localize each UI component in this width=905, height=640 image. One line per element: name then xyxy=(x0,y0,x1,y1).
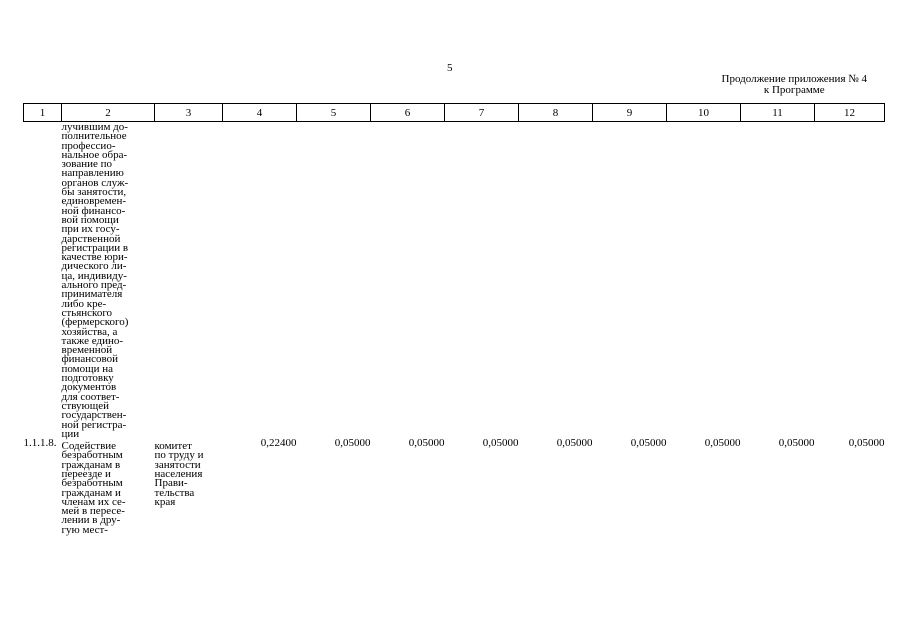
cell-item-code: 1.1.1.8. xyxy=(23,437,57,450)
cell-value: 0,05000 xyxy=(704,437,741,450)
cell-value xyxy=(445,122,519,440)
cell-value: 0,05000 xyxy=(334,437,371,450)
cell-value xyxy=(223,122,297,440)
column-header: 7 xyxy=(445,104,519,122)
cell-value: 0,05000 xyxy=(778,437,815,450)
cell-value xyxy=(519,122,593,440)
column-number-row xyxy=(24,104,885,122)
cell-value xyxy=(371,122,445,440)
cell-value xyxy=(741,122,815,440)
column-header: 3 xyxy=(155,104,223,122)
cell-responsible: комитет по труду и занятости населения Прави- тельства края xyxy=(154,440,204,508)
cell-value xyxy=(593,122,667,440)
cell-value-total: 0,22400 xyxy=(260,437,297,450)
cell-value xyxy=(297,122,371,440)
column-header: 4 xyxy=(223,104,297,122)
column-header: 1 xyxy=(24,104,62,122)
continuation-header xyxy=(722,74,867,96)
cell-value: 0,05000 xyxy=(482,437,519,450)
cell-value: 0,05000 xyxy=(848,437,885,450)
cell-value: 0,05000 xyxy=(556,437,593,450)
table-row-continuation xyxy=(24,122,885,440)
continuation-line-1: Продолжение приложения № 4 xyxy=(721,73,867,85)
cell-code xyxy=(24,122,62,440)
cell-value xyxy=(667,122,741,440)
cell-value: 0,05000 xyxy=(408,437,445,450)
column-header: 9 xyxy=(593,104,667,122)
column-header: 5 xyxy=(297,104,371,122)
cell-value xyxy=(815,122,885,440)
cell-responsible xyxy=(155,122,223,440)
continuation-line-2: к Программе xyxy=(763,84,825,96)
column-header: 6 xyxy=(371,104,445,122)
table-row-item xyxy=(24,439,885,535)
column-header: 12 xyxy=(815,104,885,122)
cell-measure-name-continued: лучившим до- полнительное профессио- нальное обра- зование по направлению органов служ- бы занятости, единовремен- ной финансо- вой помощи при их госу- дарственной регистрации в качестве юри- дического ли- ца, индивиду- ального пред- принимателя либо кре- стьянского (фермерского) хозяйства, а также едино- временной финансовой помощи на подготовку документов для соответ- ствующей государствен- ной регистра- ции xyxy=(61,121,129,440)
program-table xyxy=(23,103,885,535)
column-header: 10 xyxy=(667,104,741,122)
cell-value: 0,05000 xyxy=(630,437,667,450)
column-header: 2 xyxy=(62,104,155,122)
page-number: 5 xyxy=(447,62,453,74)
column-header: 11 xyxy=(741,104,815,122)
cell-measure-name: Содействие безработным гражданам в переезде и безработным гражданам и членам их се- мей в пересе- лении в дру- гую мест- xyxy=(61,440,126,536)
column-header: 8 xyxy=(519,104,593,122)
